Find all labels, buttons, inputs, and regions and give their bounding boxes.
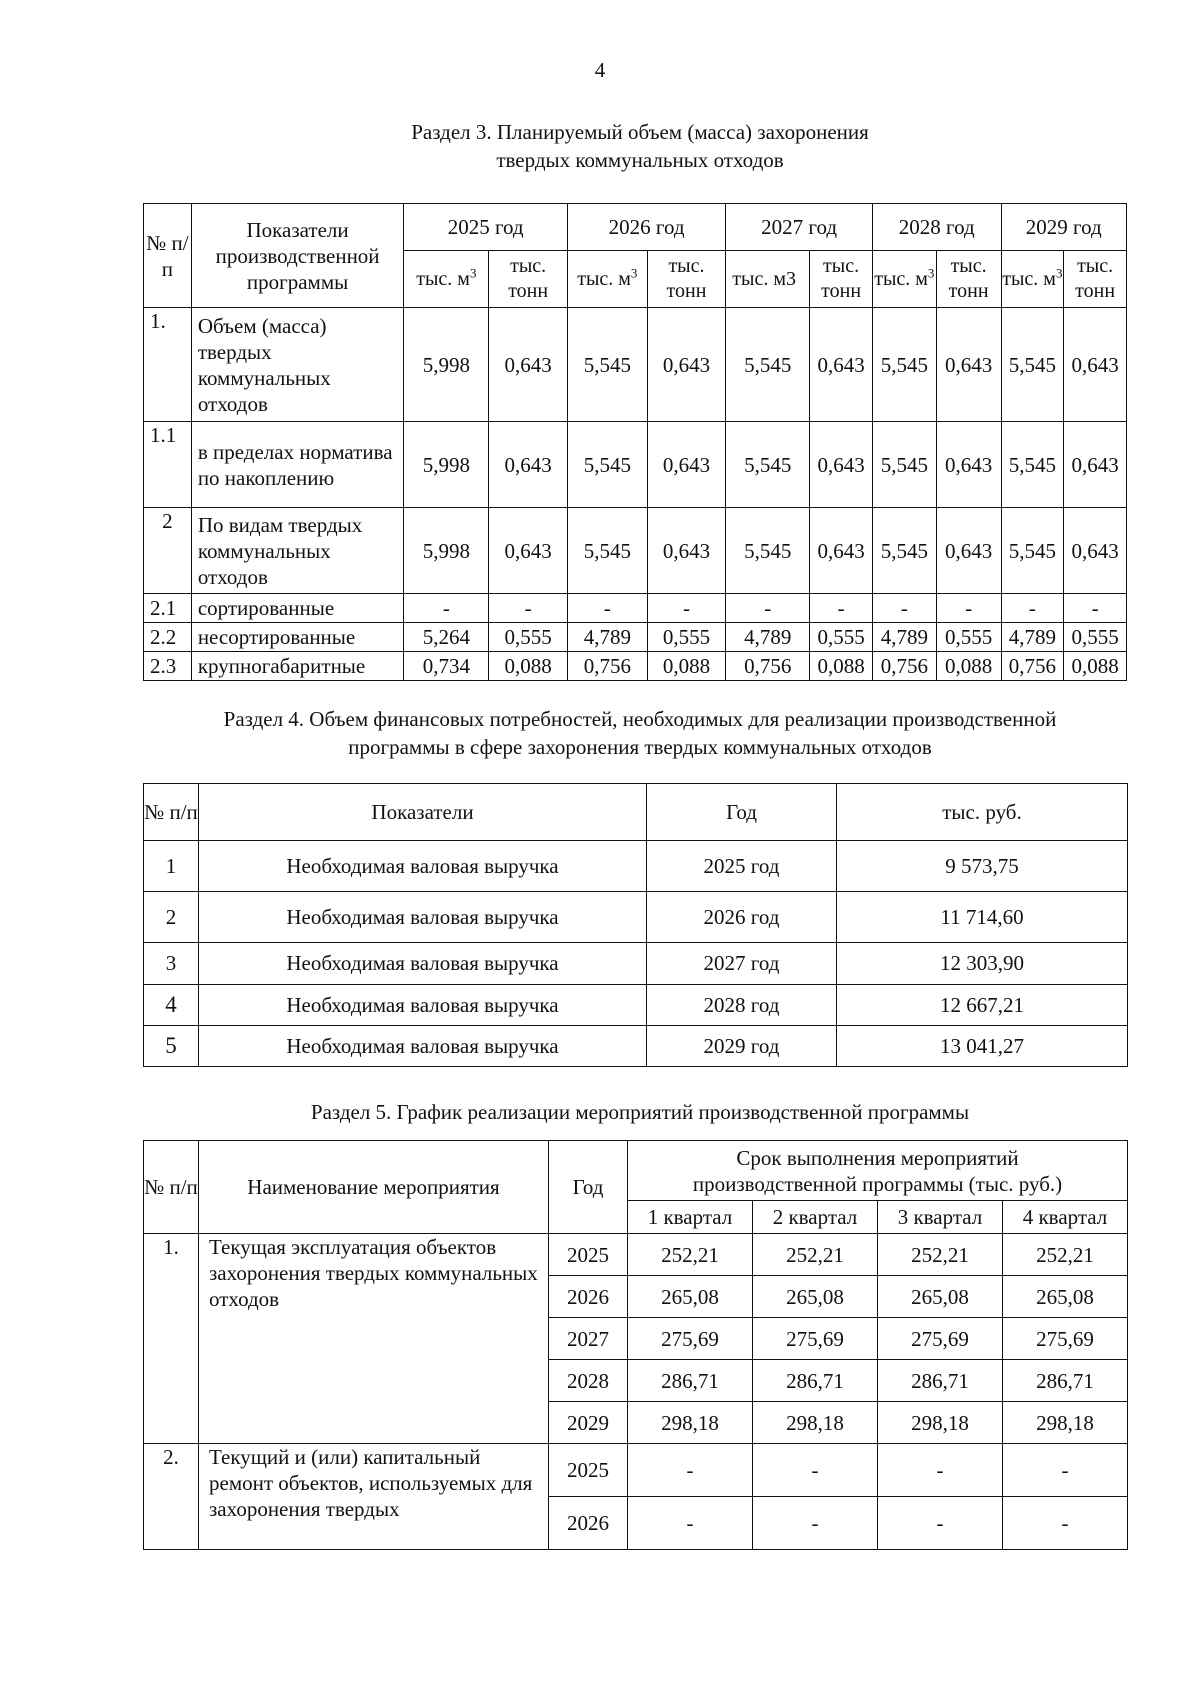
s3-cell: 0,643	[810, 422, 873, 508]
s5-cell: 275,69	[753, 1318, 878, 1360]
s5-cell: 286,71	[1003, 1360, 1128, 1402]
s3-unit-t: тыс. тонн	[810, 251, 873, 308]
s3-cell: 0,756	[726, 652, 810, 681]
s5-activity-num: 2.	[144, 1444, 199, 1550]
s4-row-name: Необходимая валовая выручка	[199, 943, 647, 985]
section3-title	[140, 118, 1140, 174]
s3-header-year: 2026 год	[567, 204, 725, 251]
s5-cell: -	[1003, 1444, 1128, 1497]
s3-unit-m3: тыс. $м^3$	[872, 251, 936, 308]
section5-title-text: Раздел 5. График реализации мероприятий производственной программы	[310, 1100, 970, 1124]
s3-cell: 0,643	[647, 422, 726, 508]
s5-year: 2026	[549, 1497, 628, 1550]
s4-row-num: 5	[144, 1026, 199, 1067]
table-row	[144, 985, 1128, 1026]
s3-cell: 0,088	[489, 652, 568, 681]
s3-cell: 0,088	[810, 652, 873, 681]
s4-row-sum: 12 303,90	[837, 943, 1128, 985]
s3-cell: -	[647, 594, 726, 623]
s3-cell: 0,643	[810, 508, 873, 594]
s3-unit-m3-plain: тыс. м3	[726, 251, 810, 308]
s3-row-name: крупногабаритные	[191, 652, 404, 681]
s5-header-quarter: 3 квартал	[878, 1201, 1003, 1234]
s4-row-name: Необходимая валовая выручка	[199, 985, 647, 1026]
s5-cell: 298,18	[1003, 1402, 1128, 1444]
s3-cell: 0,734	[404, 652, 489, 681]
section5-table	[143, 1140, 1128, 1550]
s5-cell: 265,08	[628, 1276, 753, 1318]
s3-cell: 0,643	[489, 422, 568, 508]
s5-year: 2027	[549, 1318, 628, 1360]
s3-cell: 5,545	[567, 508, 647, 594]
s3-cell: 0,643	[1064, 508, 1127, 594]
s4-row-year: 2029 год	[647, 1026, 837, 1067]
s4-header-year: Год	[647, 784, 837, 841]
s5-year: 2026	[549, 1276, 628, 1318]
s5-year: 2029	[549, 1402, 628, 1444]
s3-cell: 0,643	[936, 308, 1001, 422]
s3-cell: 5,998	[404, 308, 489, 422]
section4-table	[143, 783, 1128, 1067]
section3-title-line2: твердых коммунальных отходов	[496, 148, 784, 172]
section4-title-line2: программы в сфере захоронения твердых коммунальных отходов	[348, 735, 932, 759]
s3-row-name: в пределах норматива по накоплению	[191, 422, 404, 508]
s3-cell: 5,545	[1001, 308, 1064, 422]
s4-row-year: 2027 год	[647, 943, 837, 985]
s5-year: 2025	[549, 1234, 628, 1276]
s3-cell: 5,545	[726, 308, 810, 422]
s5-cell: 265,08	[1003, 1276, 1128, 1318]
s3-cell: 0,643	[936, 422, 1001, 508]
s5-header-period-line1: Срок выполнения мероприятий	[736, 1145, 1019, 1170]
s5-header-year: Год	[549, 1141, 628, 1234]
s3-cell: 5,545	[726, 422, 810, 508]
s3-unit-t: тыс. тонн	[1064, 251, 1127, 308]
s3-header-year: 2029 год	[1001, 204, 1126, 251]
s5-cell: -	[878, 1497, 1003, 1550]
s5-cell: 286,71	[878, 1360, 1003, 1402]
s3-cell: 4,789	[726, 623, 810, 652]
s3-cell: 5,545	[567, 422, 647, 508]
s3-cell: 0,643	[936, 508, 1001, 594]
s3-cell: 4,789	[1001, 623, 1064, 652]
section4-title	[140, 705, 1140, 761]
s5-header-period	[628, 1141, 1128, 1201]
s3-row-name: Объем (масса) твердых коммунальных отходов	[191, 308, 404, 422]
s5-cell: 252,21	[628, 1234, 753, 1276]
table-row	[144, 892, 1128, 943]
s3-cell: 5,998	[404, 508, 489, 594]
table-row	[144, 943, 1128, 985]
s4-row-year: 2028 год	[647, 985, 837, 1026]
s5-cell: 275,69	[628, 1318, 753, 1360]
s3-cell: 0,555	[1064, 623, 1127, 652]
s3-cell: 0,756	[872, 652, 936, 681]
s3-cell: 0,643	[810, 308, 873, 422]
s4-row-num: 1	[144, 841, 199, 892]
s3-unit-m3: тыс. $м^3$	[567, 251, 647, 308]
s3-row-num: 1.1	[144, 422, 192, 508]
section3-table	[143, 203, 1127, 681]
s3-cell: 0,756	[1001, 652, 1064, 681]
s3-cell: 0,643	[1064, 422, 1127, 508]
s3-cell: 0,555	[936, 623, 1001, 652]
s5-year: 2028	[549, 1360, 628, 1402]
s3-cell: 0,756	[567, 652, 647, 681]
s5-cell: -	[628, 1497, 753, 1550]
table-row	[144, 1026, 1128, 1067]
s5-cell: 252,21	[878, 1234, 1003, 1276]
s3-cell: 5,545	[872, 308, 936, 422]
table-row	[144, 623, 1127, 652]
table-row	[144, 1234, 1128, 1276]
s3-cell: 0,643	[489, 508, 568, 594]
s3-row-num: 2.1	[144, 594, 192, 623]
s3-cell: 0,643	[647, 508, 726, 594]
s3-row-num: 2.3	[144, 652, 192, 681]
s5-header-num: № п/п	[144, 1141, 199, 1234]
s5-cell: 252,21	[753, 1234, 878, 1276]
s4-header-num: № п/п	[144, 784, 199, 841]
table-row	[144, 1444, 1128, 1497]
s5-activity-name: Текущий и (или) капитальный ремонт объектов, используемых для захоронения твердых	[199, 1444, 549, 1550]
s5-cell: 252,21	[1003, 1234, 1128, 1276]
section4-title-line1: Раздел 4. Объем финансовых потребностей, необходимых для реализации производственной	[223, 707, 1057, 731]
s4-row-num: 3	[144, 943, 199, 985]
s4-header-sum: тыс. руб.	[837, 784, 1128, 841]
s3-cell: -	[489, 594, 568, 623]
s3-unit-t: тыс. тонн	[489, 251, 568, 308]
s3-cell: 4,789	[567, 623, 647, 652]
s3-unit-m3: тыс. $м^3$	[1001, 251, 1064, 308]
s3-header-year: 2027 год	[726, 204, 873, 251]
s3-row-num: 1.	[144, 308, 192, 422]
s4-row-name: Необходимая валовая выручка	[199, 841, 647, 892]
s5-cell: 265,08	[878, 1276, 1003, 1318]
s3-unit-m3: тыс. $м^3$	[404, 251, 489, 308]
s3-cell: -	[810, 594, 873, 623]
s5-activity-num: 1.	[144, 1234, 199, 1444]
s3-cell: 0,643	[647, 308, 726, 422]
s3-cell: 5,545	[567, 308, 647, 422]
s3-cell: -	[567, 594, 647, 623]
s4-row-sum: 13 041,27	[837, 1026, 1128, 1067]
s5-cell: 286,71	[753, 1360, 878, 1402]
s3-cell: 5,545	[872, 508, 936, 594]
table-row	[144, 422, 1127, 508]
s4-row-sum: 12 667,21	[837, 985, 1128, 1026]
section5-title	[140, 1098, 1140, 1126]
s3-row-name: сортированные	[191, 594, 404, 623]
s4-row-year: 2026 год	[647, 892, 837, 943]
s5-header-quarter: 1 квартал	[628, 1201, 753, 1234]
s5-activity-name: Текущая эксплуатация объектов захоронения твердых коммунальных отходов	[199, 1234, 549, 1444]
table-row	[144, 508, 1127, 594]
s5-cell: 286,71	[628, 1360, 753, 1402]
s5-cell: 298,18	[878, 1402, 1003, 1444]
s3-cell: 0,555	[810, 623, 873, 652]
s3-cell: 0,088	[936, 652, 1001, 681]
table-row	[144, 594, 1127, 623]
s3-row-num: 2.2	[144, 623, 192, 652]
section3-title-line1: Раздел 3. Планируемый объем (масса) захоронения	[411, 120, 869, 144]
s4-row-name: Необходимая валовая выручка	[199, 1026, 647, 1067]
s3-row-name: По видам твердых коммунальных отходов	[191, 508, 404, 594]
s5-header-name: Наименование мероприятия	[199, 1141, 549, 1234]
s5-cell: 275,69	[878, 1318, 1003, 1360]
s3-header-year: 2025 год	[404, 204, 568, 251]
s5-cell: -	[753, 1497, 878, 1550]
s3-cell: -	[1001, 594, 1064, 623]
s4-row-sum: 11 714,60	[837, 892, 1128, 943]
s4-row-num: 4	[144, 985, 199, 1026]
s3-cell: 0,088	[1064, 652, 1127, 681]
s3-cell: 5,545	[726, 508, 810, 594]
s3-header-indicator: Показатели производственной программы	[191, 204, 404, 308]
s5-year: 2025	[549, 1444, 628, 1497]
s3-cell: 0,643	[489, 308, 568, 422]
s3-cell: 0,555	[489, 623, 568, 652]
s3-cell: 0,088	[647, 652, 726, 681]
s3-unit-t: тыс. тонн	[647, 251, 726, 308]
s5-cell: -	[753, 1444, 878, 1497]
s3-cell: 0,643	[1064, 308, 1127, 422]
s3-row-num: 2	[144, 508, 192, 594]
s3-cell: 5,545	[1001, 508, 1064, 594]
s3-cell: 5,264	[404, 623, 489, 652]
page-number: 4	[594, 58, 606, 82]
s3-header-year: 2028 год	[872, 204, 1001, 251]
s3-cell: 5,545	[872, 422, 936, 508]
s3-cell: 4,789	[872, 623, 936, 652]
s5-header-quarter: 4 квартал	[1003, 1201, 1128, 1234]
s5-cell: -	[1003, 1497, 1128, 1550]
s4-row-sum: 9 573,75	[837, 841, 1128, 892]
s3-cell: 5,545	[1001, 422, 1064, 508]
table-row	[144, 308, 1127, 422]
s5-cell: 265,08	[753, 1276, 878, 1318]
s5-cell: 298,18	[628, 1402, 753, 1444]
s3-unit-t: тыс. тонн	[936, 251, 1001, 308]
s4-row-year: 2025 год	[647, 841, 837, 892]
s5-header-period-line2: производственной программы (тыс. руб.)	[692, 1171, 1063, 1196]
s3-header-num: № п/п	[144, 204, 192, 308]
table-row	[144, 652, 1127, 681]
s3-cell: -	[936, 594, 1001, 623]
s4-header-indicator: Показатели	[199, 784, 647, 841]
s5-cell: 298,18	[753, 1402, 878, 1444]
s3-cell: 0,555	[647, 623, 726, 652]
s3-cell: 5,998	[404, 422, 489, 508]
s3-cell: -	[726, 594, 810, 623]
s5-cell: -	[628, 1444, 753, 1497]
s3-row-name: несортированные	[191, 623, 404, 652]
table-row	[144, 841, 1128, 892]
s4-row-name: Необходимая валовая выручка	[199, 892, 647, 943]
s3-cell: -	[1064, 594, 1127, 623]
s5-header-quarter: 2 квартал	[753, 1201, 878, 1234]
s5-cell: 275,69	[1003, 1318, 1128, 1360]
s3-cell: -	[872, 594, 936, 623]
s5-cell: -	[878, 1444, 1003, 1497]
s3-cell: -	[404, 594, 489, 623]
s4-row-num: 2	[144, 892, 199, 943]
